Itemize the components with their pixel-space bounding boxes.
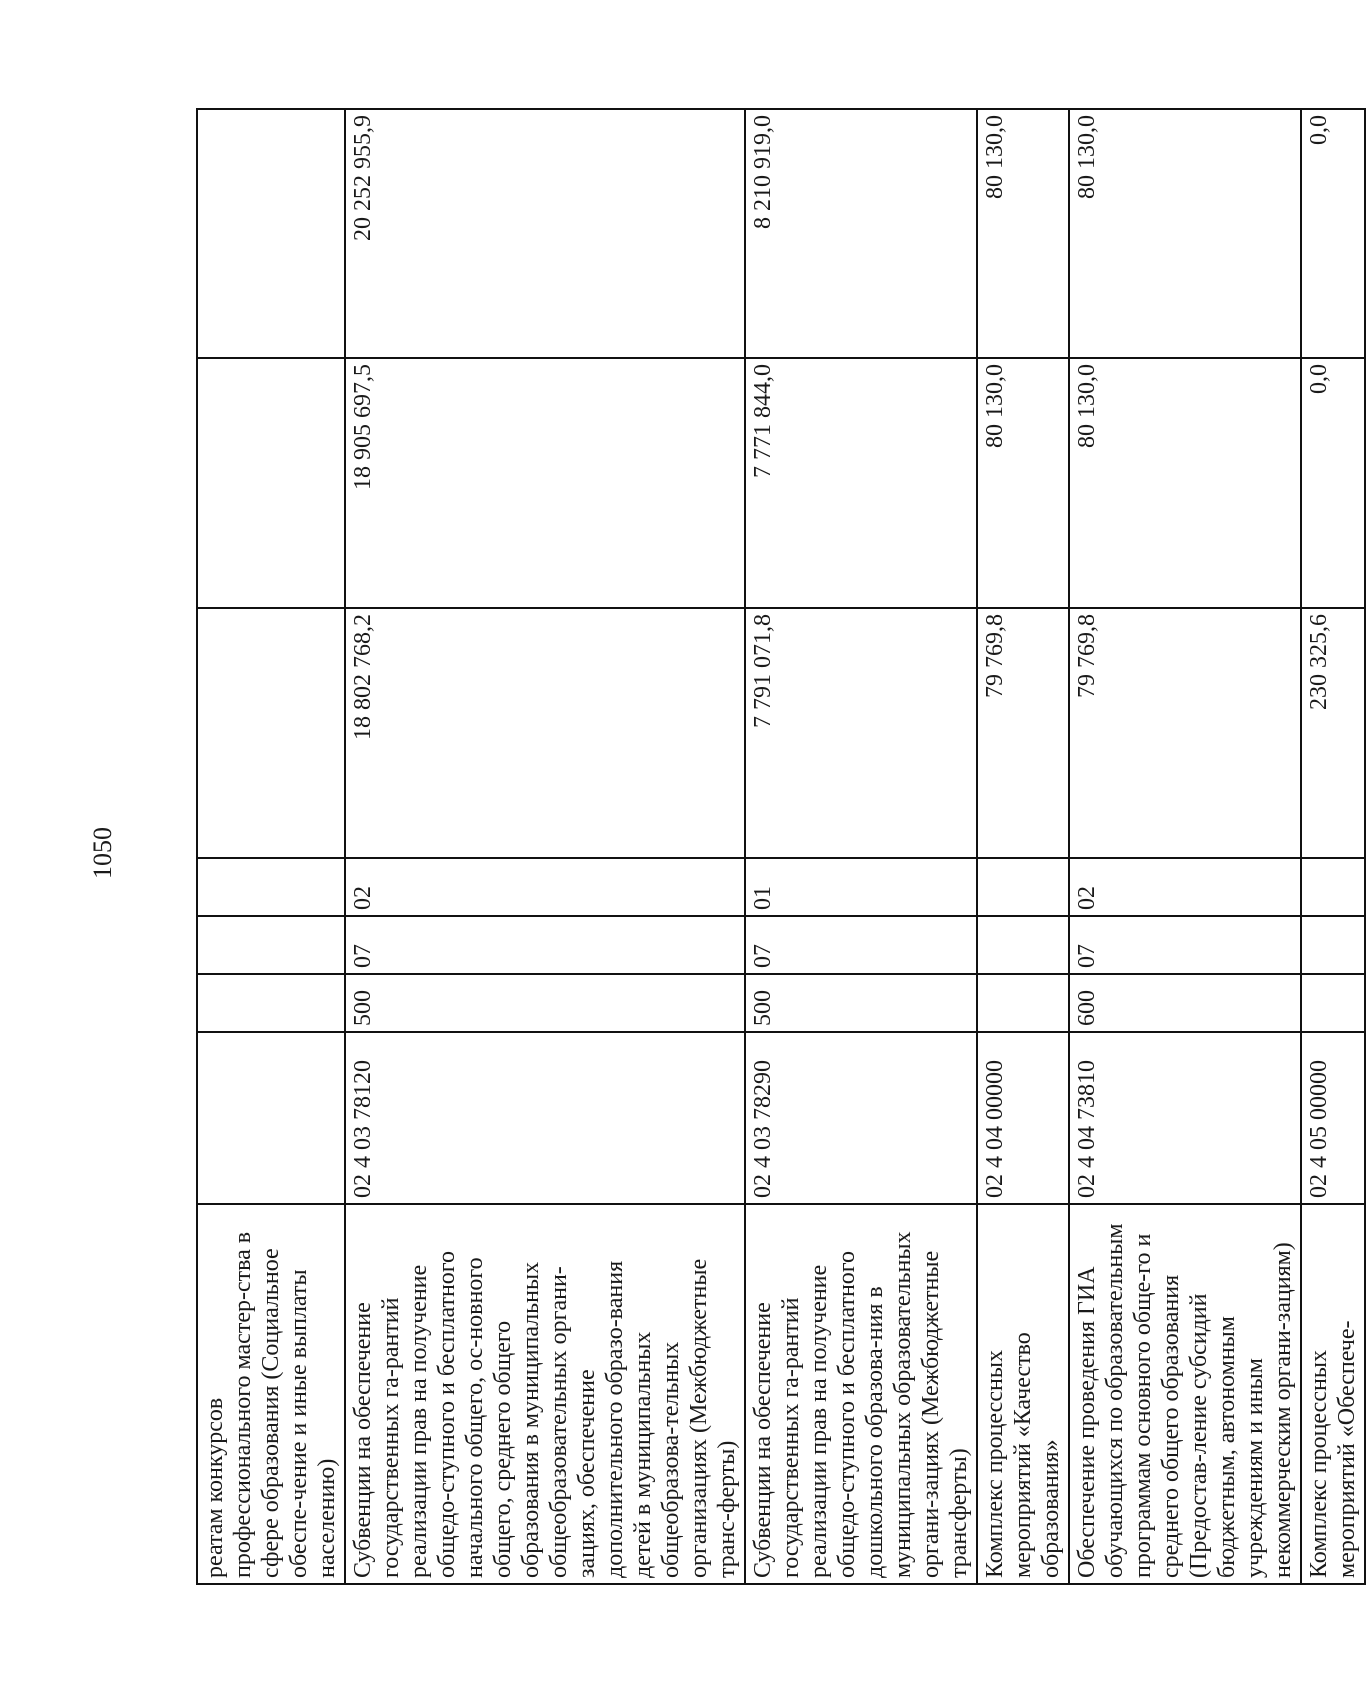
expense-type-code: 600 [1069,974,1301,1032]
row-description: Комплекс процессных мероприятий «Обеспече- [1301,1204,1365,1584]
rotated-table-container [196,110,1360,1585]
amount-year-1: 7 791 071,8 [745,608,977,858]
subsection-code [197,858,345,916]
table-row [977,109,1069,1584]
section-code [197,916,345,974]
subsection-code: 01 [745,858,977,916]
target-article-code: 02 4 04 73810 [1069,1032,1301,1204]
section-code [1301,916,1365,974]
expense-type-code [977,974,1069,1032]
target-article-code: 02 4 03 78120 [345,1032,745,1204]
amount-year-3: 80 130,0 [977,109,1069,358]
target-article-code [197,1032,345,1204]
section-code: 07 [745,916,977,974]
row-description: реатам конкурсов профессионального мастер-ства в сфере образования (Социальное обеспе-чение и иные выплаты населению) [197,1204,345,1584]
page-number: 1050 [88,827,117,879]
amount-year-1: 230 325,6 [1301,608,1365,858]
section-code: 07 [345,916,745,974]
amount-year-1: 18 802 768,2 [345,608,745,858]
amount-year-2: 80 130,0 [977,358,1069,608]
amount-year-3: 20 252 955,9 [345,109,745,358]
expense-type-code: 500 [345,974,745,1032]
amount-year-2: 7 771 844,0 [745,358,977,608]
row-description: Субвенции на обеспечение государственных га-рантий реализации прав на получение общедо-ступного и бесплатного начального общего, ос-новного общего, среднего общего образования в муниципальных общеобразовательных органи-зациях, обеспечение дополнительного образо-вания детей в муниципальных общеобразова-тельных организациях (Межбюджетные транс-ферты) [345,1204,745,1584]
subsection-code [1301,858,1365,916]
amount-year-1: 79 769,8 [1069,608,1301,858]
row-description: Комплекс процессных мероприятий «Качество образования» [977,1204,1069,1584]
target-article-code: 02 4 05 00000 [1301,1032,1365,1204]
amount-year-1: 79 769,8 [977,608,1069,858]
row-description: Обеспечение проведения ГИА обучающихся по образовательным программам основного обще-го и среднего общего образования (Предостав-ление субсидий бюджетным, автономным учреждениям и иным некоммерческим органи-зациям) [1069,1204,1301,1584]
table-row [745,109,977,1584]
section-code: 07 [1069,916,1301,974]
table-row [197,109,345,1584]
table-row [1301,109,1365,1584]
amount-year-3: 80 130,0 [1069,109,1301,358]
expense-type-code [197,974,345,1032]
subsection-code: 02 [1069,858,1301,916]
table-row [345,109,745,1584]
target-article-code: 02 4 03 78290 [745,1032,977,1204]
amount-year-3 [197,109,345,358]
target-article-code: 02 4 04 00000 [977,1032,1069,1204]
expense-type-code [1301,974,1365,1032]
row-description: Субвенции на обеспечение государственных га-рантий реализации прав на получение общедо-ступного и бесплатного дошкольного образова-ния в муниципальных образовательных органи-зациях (Межбюджетные трансферты) [745,1204,977,1584]
expense-type-code: 500 [745,974,977,1032]
amount-year-2 [197,358,345,608]
subsection-code: 02 [345,858,745,916]
amount-year-2: 18 905 697,5 [345,358,745,608]
amount-year-2: 0,0 [1301,358,1365,608]
table-viewport [196,110,1360,1585]
table-row [1069,109,1301,1584]
amount-year-2: 80 130,0 [1069,358,1301,608]
amount-year-1 [197,608,345,858]
amount-year-3: 0,0 [1301,109,1365,358]
subsection-code [977,858,1069,916]
section-code [977,916,1069,974]
budget-table [196,108,1366,1585]
amount-year-3: 8 210 919,0 [745,109,977,358]
